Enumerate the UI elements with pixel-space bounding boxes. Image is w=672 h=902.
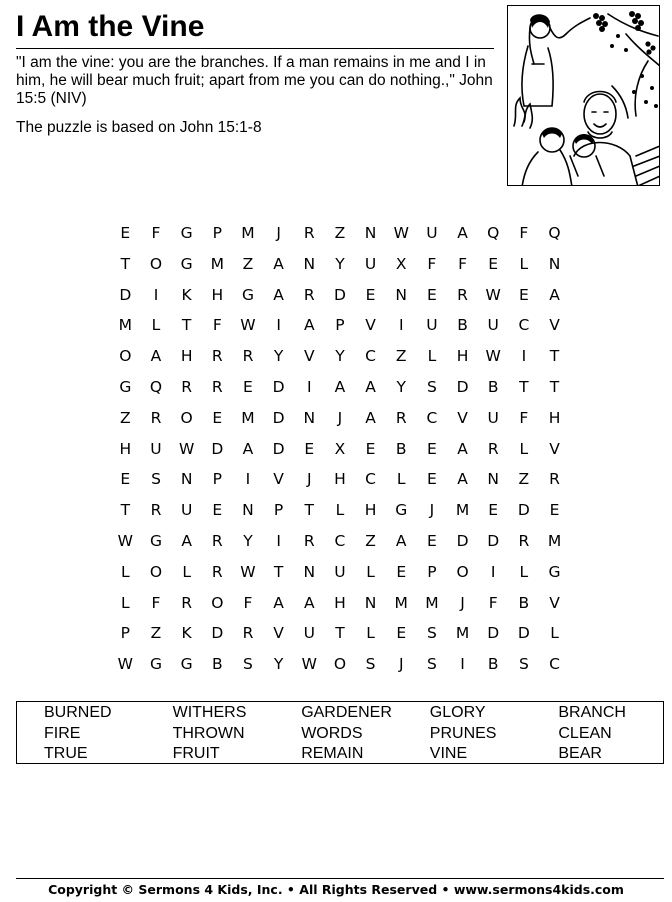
verse-text: "I am the vine: you are the branches. If a man remains in me and I in him, he will bear much fruit; apart from me you can do nothing.," John 15:5 (NIV) <box>16 54 493 107</box>
grid-letter: U <box>364 254 377 273</box>
grid-letter: W <box>485 347 501 366</box>
grid-letter: E <box>488 501 499 520</box>
grid-letter: Z <box>120 408 131 427</box>
grid-letter: A <box>273 285 284 304</box>
grid-letter: O <box>149 254 163 273</box>
jesus-vine-illustration <box>507 5 660 186</box>
grid-letter: G <box>241 285 254 304</box>
grid-letter: O <box>456 562 469 581</box>
grid-letter: E <box>243 377 253 396</box>
grid-letter: D <box>487 624 500 643</box>
copyright-footer: Copyright © Sermons 4 Kids, Inc. • All Rights Reserved • www.sermons4kids.com <box>48 882 624 897</box>
grid-letter: Z <box>150 624 162 643</box>
grid-letter: I <box>460 655 465 674</box>
grid-letter: V <box>273 470 284 489</box>
grid-letter: Y <box>335 347 345 366</box>
grid-letter: J <box>337 408 343 427</box>
grid-letter: T <box>549 347 560 366</box>
grid-letter: L <box>366 624 375 643</box>
grid-letter: V <box>549 593 560 612</box>
grid-letter: R <box>211 562 223 581</box>
grid-letter: D <box>487 531 500 550</box>
grid-letter: U <box>426 316 438 335</box>
grid-letter: Q <box>149 377 163 396</box>
footer-divider <box>16 878 664 879</box>
grid-letter: J <box>460 593 465 612</box>
grid-letter: C <box>426 408 438 427</box>
grid-letter: Q <box>487 224 500 242</box>
grid-letter: B <box>487 655 499 674</box>
grid-letter: L <box>519 562 529 581</box>
grid-letter: T <box>304 501 314 520</box>
grid-letter: N <box>364 224 377 242</box>
grid-letter: A <box>395 531 407 550</box>
word-bank-item: WORDS <box>301 724 363 742</box>
grid-letter: U <box>180 501 193 520</box>
word-bank-item: BRANCH <box>558 704 626 721</box>
grid-letter: H <box>180 347 193 366</box>
grid-letter: Q <box>548 224 561 242</box>
grid-letter: B <box>395 439 407 458</box>
grid-letter: L <box>550 624 559 643</box>
grid-letter: R <box>211 377 223 396</box>
grid-letter: U <box>150 439 162 458</box>
grid-letter: D <box>333 285 346 304</box>
grid-letter: P <box>120 624 130 643</box>
grid-letter: P <box>427 562 437 581</box>
word-bank-item: VINE <box>429 745 468 762</box>
grid-letter: O <box>119 347 132 366</box>
grid-letter: C <box>334 531 346 550</box>
grid-letter: S <box>365 655 376 674</box>
word-bank <box>16 701 664 764</box>
grid-letter: E <box>426 439 437 458</box>
grid-letter: U <box>303 624 315 643</box>
grid-letter: F <box>243 593 253 612</box>
grid-letter: K <box>181 285 192 304</box>
grid-letter: N <box>487 470 499 489</box>
grid-letter: L <box>519 254 529 273</box>
grid-letter: O <box>333 655 347 674</box>
grid-letter: A <box>181 531 192 550</box>
grid-letter: L <box>151 316 161 335</box>
grid-letter: T <box>181 316 192 335</box>
grid-letter: T <box>549 377 560 396</box>
grid-letter: I <box>521 347 527 366</box>
grid-letter: R <box>303 224 315 242</box>
grid-letter: T <box>519 377 529 396</box>
grid-letter: A <box>457 439 468 458</box>
grid-letter: F <box>151 593 161 612</box>
grid-letter: D <box>456 531 469 550</box>
grid-letter: G <box>149 531 162 550</box>
grid-letter: C <box>365 470 376 489</box>
grid-letter: A <box>150 347 162 366</box>
grid-letter: G <box>180 224 193 242</box>
grid-letter: N <box>303 562 316 581</box>
grid-letter: I <box>245 470 251 489</box>
grid-letter: H <box>456 347 469 366</box>
grid-letter: R <box>242 347 254 366</box>
grid-letter: F <box>519 408 529 427</box>
word-bank-item: PRUNES <box>429 724 497 742</box>
grid-letter: U <box>426 224 438 242</box>
grid-letter: V <box>549 439 560 458</box>
grid-letter: P <box>335 316 345 335</box>
grid-letter: B <box>487 377 499 396</box>
grid-letter: E <box>304 439 315 458</box>
grid-letter: G <box>548 562 561 581</box>
grid-letter: S <box>426 377 437 396</box>
grid-letter: E <box>212 501 223 520</box>
grid-letter: B <box>518 593 530 612</box>
grid-letter: M <box>241 408 255 427</box>
grid-letter: Z <box>242 254 254 273</box>
grid-letter: T <box>335 624 345 643</box>
grid-letter: I <box>398 316 404 335</box>
grid-letter: G <box>119 377 132 396</box>
grid-letter: R <box>181 377 193 396</box>
grid-letter: W <box>240 316 256 335</box>
grid-letter: D <box>272 439 285 458</box>
grid-letter: J <box>398 655 404 674</box>
grid-letter: M <box>455 624 470 643</box>
grid-letter: D <box>119 285 132 304</box>
grid-letter: R <box>150 408 162 427</box>
grid-letter: R <box>487 439 499 458</box>
grid-letter: G <box>180 655 193 674</box>
grid-letter: Z <box>395 347 407 366</box>
grid-letter: W <box>240 562 256 581</box>
grid-letter: E <box>549 501 560 520</box>
grid-letter: N <box>395 285 408 304</box>
grid-letter: E <box>365 439 376 458</box>
grid-letter: R <box>549 470 560 489</box>
grid-letter: J <box>276 224 281 242</box>
grid-letter: G <box>395 501 408 520</box>
grid-letter: B <box>211 655 223 674</box>
scripture-reference: The puzzle is based on John 15:1-8 <box>16 119 262 136</box>
grid-letter: V <box>457 408 468 427</box>
grid-letter: E <box>396 562 407 581</box>
grid-letter: W <box>485 285 501 304</box>
grid-letter: C <box>549 655 560 674</box>
grid-letter: P <box>212 224 222 242</box>
grid-letter: P <box>273 501 284 520</box>
grid-letter: U <box>334 562 346 581</box>
grid-letter: T <box>120 501 131 520</box>
grid-letter: U <box>487 408 499 427</box>
grid-letter: R <box>242 624 254 643</box>
grid-letter: Y <box>335 254 345 273</box>
grid-letter: N <box>242 501 254 520</box>
grid-letter: D <box>456 377 469 396</box>
grid-letter: S <box>243 655 253 674</box>
grid-letter: V <box>303 347 315 366</box>
word-bank-item: REMAIN <box>301 745 364 762</box>
grid-letter: E <box>426 531 437 550</box>
grid-letter: I <box>276 531 281 550</box>
grid-letter: H <box>334 470 346 489</box>
grid-letter: M <box>210 254 224 273</box>
grid-letter: A <box>457 224 468 242</box>
grid-letter: R <box>395 408 407 427</box>
grid-letter: N <box>548 254 561 273</box>
grid-letter: J <box>429 501 435 520</box>
grid-letter: B <box>457 316 468 335</box>
grid-letter: L <box>335 501 345 520</box>
grid-letter: E <box>212 408 223 427</box>
grid-letter: E <box>426 470 437 489</box>
grid-letter: X <box>395 254 407 273</box>
grid-letter: I <box>490 562 496 581</box>
grid-letter: V <box>549 316 560 335</box>
grid-letter: L <box>121 593 130 612</box>
grid-letter: F <box>488 593 498 612</box>
word-bank-item: FRUIT <box>172 745 220 762</box>
grid-letter: F <box>212 316 222 335</box>
grid-letter: L <box>519 439 529 458</box>
grid-letter: J <box>306 470 312 489</box>
grid-letter: H <box>211 285 224 304</box>
grid-letter: F <box>458 254 467 273</box>
grid-letter: W <box>301 655 317 674</box>
grid-letter: S <box>426 624 437 643</box>
grid-letter: R <box>457 285 468 304</box>
grid-letter: Y <box>273 347 284 366</box>
grid-letter: I <box>306 377 312 396</box>
grid-letter: W <box>117 531 133 550</box>
grid-letter: E <box>518 285 529 304</box>
grid-letter: F <box>519 224 529 242</box>
grid-letter: S <box>151 470 161 489</box>
grid-letter: E <box>396 624 407 643</box>
grid-letter: E <box>120 224 131 242</box>
grid-letter: L <box>427 347 437 366</box>
grid-letter: W <box>393 224 409 242</box>
grid-letter: E <box>488 254 499 273</box>
page-title: I Am the Vine <box>16 10 205 43</box>
grid-letter: V <box>365 316 376 335</box>
grid-letter: A <box>273 593 284 612</box>
grid-letter: N <box>364 593 377 612</box>
word-bank-item: FIRE <box>44 724 81 742</box>
word-bank-item: CLEAN <box>558 724 612 742</box>
grid-letter: H <box>548 408 561 427</box>
grid-letter: R <box>303 531 315 550</box>
grid-letter: R <box>518 531 530 550</box>
grid-letter: A <box>303 593 315 612</box>
word-bank-item: GLORY <box>429 704 486 721</box>
grid-letter: E <box>365 285 376 304</box>
grid-letter: S <box>518 655 529 674</box>
grid-letter: Y <box>396 377 406 396</box>
grid-letter: Y <box>243 531 253 550</box>
grid-letter: H <box>364 501 377 520</box>
grid-letter: K <box>181 624 192 643</box>
grid-letter: X <box>334 439 346 458</box>
illustration-drawing <box>508 6 660 186</box>
grid-letter: D <box>272 408 285 427</box>
grid-letter: I <box>153 285 159 304</box>
grid-letter: F <box>427 254 437 273</box>
grid-letter: D <box>211 439 224 458</box>
grid-letter: R <box>150 501 162 520</box>
grid-letter: N <box>180 470 193 489</box>
grid-letter: Z <box>365 531 376 550</box>
grid-letter: H <box>119 439 132 458</box>
grid-letter: I <box>276 316 281 335</box>
grid-letter: T <box>120 254 131 273</box>
grid-letter: Y <box>273 655 284 674</box>
grid-letter: G <box>180 254 193 273</box>
grid-letter: O <box>180 408 193 427</box>
grid-letter: D <box>211 624 224 643</box>
grid-letter: A <box>457 470 468 489</box>
grid-letter: F <box>151 224 161 242</box>
grid-letter: A <box>273 254 284 273</box>
title-divider <box>16 48 494 49</box>
grid-letter: R <box>211 347 223 366</box>
grid-letter: R <box>181 593 193 612</box>
grid-letter: E <box>426 285 437 304</box>
grid-letter: M <box>425 593 439 612</box>
word-bank-item: BEAR <box>558 745 602 762</box>
grid-letter: Z <box>334 224 346 242</box>
grid-letter: S <box>426 655 437 674</box>
grid-letter: A <box>365 408 376 427</box>
grid-letter: D <box>517 501 530 520</box>
grid-letter: A <box>365 377 376 396</box>
grid-letter: R <box>303 285 315 304</box>
grid-letter: A <box>549 285 560 304</box>
grid-letter: H <box>334 593 346 612</box>
grid-letter: L <box>182 562 191 581</box>
grid-letter: L <box>396 470 406 489</box>
grid-letter: U <box>487 316 499 335</box>
grid-letter: T <box>273 562 284 581</box>
word-search-grid <box>110 218 570 680</box>
word-bank-item: GARDENER <box>301 704 392 721</box>
grid-letter: M <box>547 531 562 550</box>
grid-letter: L <box>366 562 375 581</box>
grid-letter: A <box>303 316 315 335</box>
grid-letter: Z <box>518 470 530 489</box>
grid-letter: D <box>272 377 285 396</box>
word-bank-item: BURNED <box>44 704 112 721</box>
grid-letter: R <box>211 531 223 550</box>
grid-letter: A <box>334 377 346 396</box>
grid-letter: C <box>518 316 530 335</box>
grid-letter: M <box>455 501 470 520</box>
grid-letter: N <box>303 408 316 427</box>
grid-letter: N <box>303 254 316 273</box>
grid-letter: M <box>118 316 133 335</box>
grid-letter: E <box>120 470 131 489</box>
grid-letter: C <box>365 347 376 366</box>
grid-letter: O <box>211 593 224 612</box>
word-bank-item: WITHERS <box>172 704 247 721</box>
grid-letter: W <box>117 655 133 674</box>
grid-letter: V <box>273 624 284 643</box>
grid-letter: G <box>149 655 162 674</box>
grid-letter: W <box>178 439 195 458</box>
grid-letter: O <box>149 562 163 581</box>
grid-letter: M <box>394 593 408 612</box>
grid-letter: P <box>212 470 222 489</box>
word-bank-item: TRUE <box>44 745 88 762</box>
word-bank-item: THROWN <box>172 724 245 742</box>
grid-letter: L <box>121 562 130 581</box>
grid-letter: M <box>241 224 255 242</box>
grid-letter: A <box>242 439 254 458</box>
grid-letter: D <box>517 624 530 643</box>
